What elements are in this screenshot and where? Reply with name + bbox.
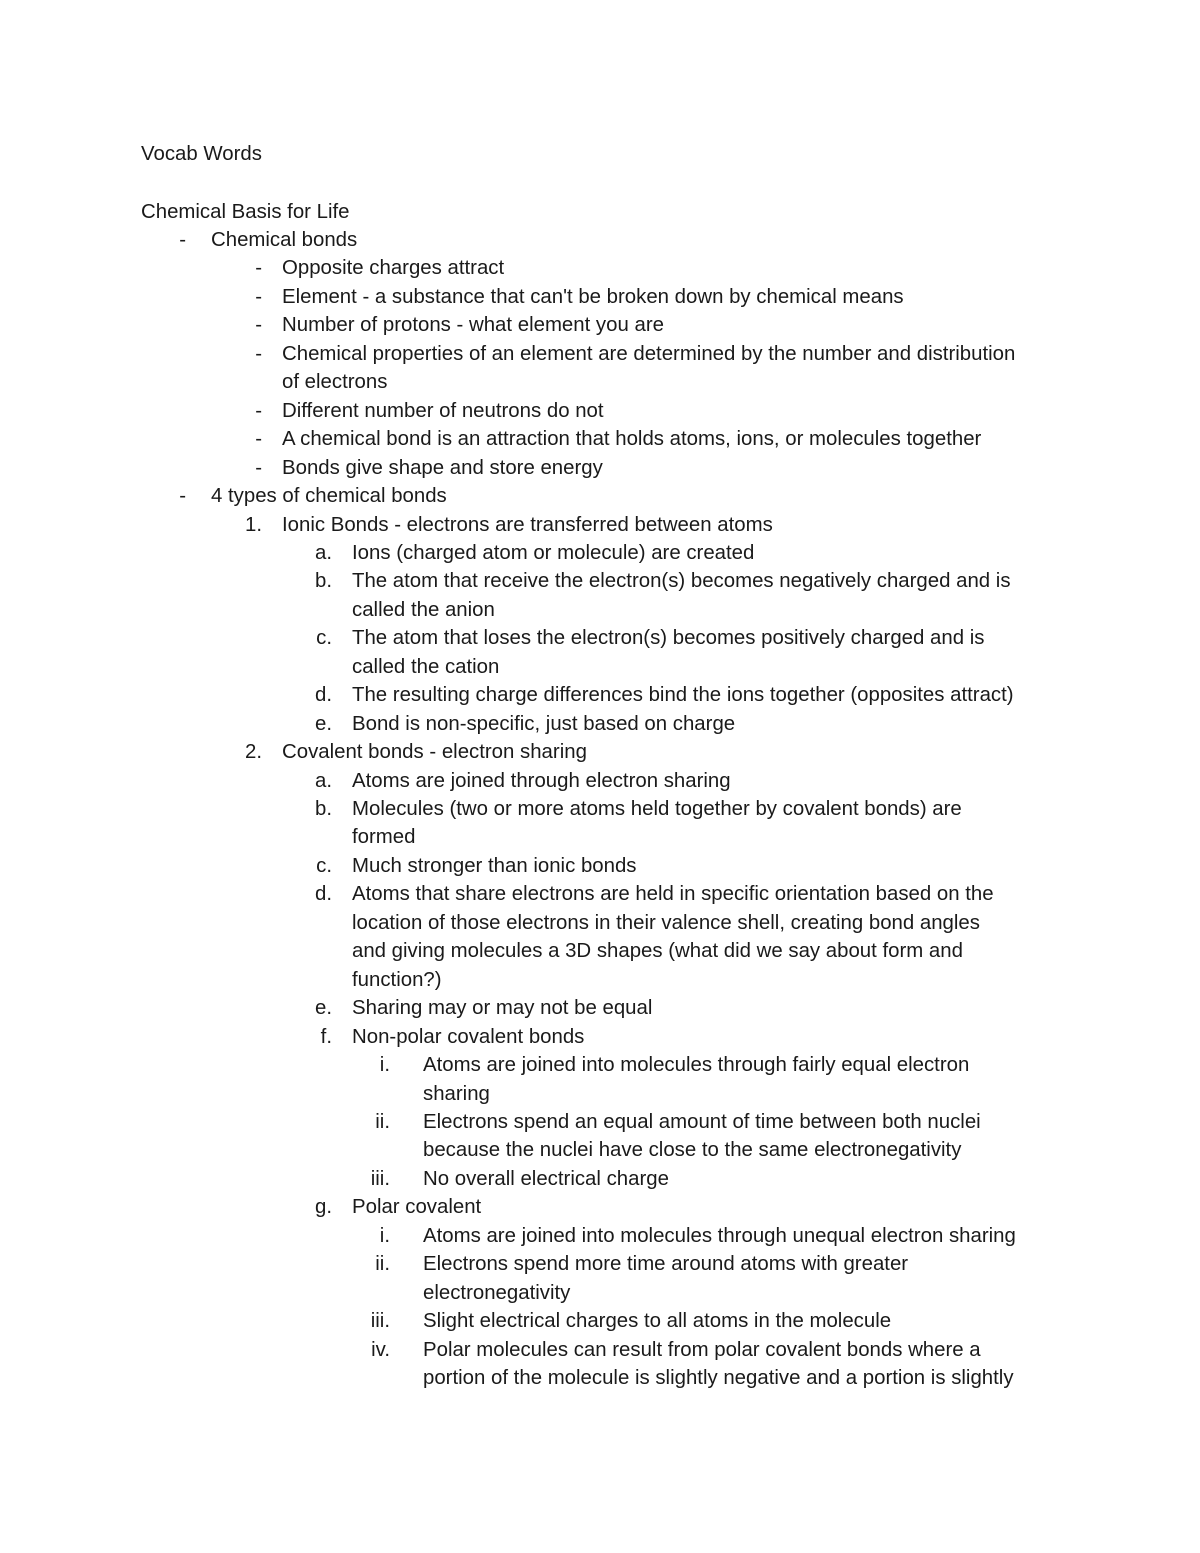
list-marker: i.: [379, 1054, 390, 1076]
list-item-text: The atom that loses the electron(s) becomes positively charged and is: [352, 627, 985, 649]
list-marker: iii.: [370, 1310, 390, 1332]
list-item-text: portion of the molecule is slightly negative and a portion is slightly: [423, 1367, 1014, 1389]
list-marker: e.: [314, 713, 332, 735]
list-item-text: Polar molecules can result from polar covalent bonds where a: [423, 1339, 981, 1361]
list-item-text: Much stronger than ionic bonds: [352, 855, 637, 877]
section-heading-text: Chemical Basis for Life: [141, 201, 350, 223]
list-item-text: Sharing may or may not be equal: [352, 997, 653, 1019]
list-item-text: Atoms are joined into molecules through fairly equal electron: [423, 1054, 970, 1076]
list-marker: -: [255, 314, 262, 336]
list-marker: -: [179, 229, 186, 251]
list-item-text: Chemical bonds: [211, 229, 358, 251]
list-item-text: sharing: [423, 1083, 490, 1105]
list-item-text: Opposite charges attract: [282, 257, 505, 279]
list-marker: iv.: [371, 1339, 390, 1361]
list-marker: -: [255, 457, 262, 479]
list-marker: -: [255, 257, 262, 279]
list-item-text: electronegativity: [423, 1282, 571, 1304]
list-item-text: and giving molecules a 3D shapes (what did we say about form and: [352, 940, 963, 962]
list-marker: f.: [320, 1026, 332, 1048]
list-marker: -: [255, 343, 262, 365]
list-marker: -: [255, 286, 262, 308]
list-marker: i.: [379, 1225, 390, 1247]
list-marker: ii.: [375, 1253, 390, 1275]
list-item-text: Atoms are joined through electron sharing: [352, 770, 731, 792]
list-item-text: Electrons spend an equal amount of time between both nuclei: [423, 1111, 981, 1133]
document-title-text: Vocab Words: [141, 143, 262, 165]
list-marker: g.: [314, 1196, 332, 1218]
list-marker: 1.: [244, 514, 262, 536]
list-item-text: A chemical bond is an attraction that holds atoms, ions, or molecules together: [282, 428, 982, 450]
list-marker: c.: [316, 855, 332, 877]
list-marker: b.: [314, 570, 332, 592]
list-marker: -: [255, 428, 262, 450]
list-item-text: Atoms that share electrons are held in specific orientation based on the: [352, 883, 994, 905]
list-marker: a.: [314, 770, 332, 792]
list-item-text: Different number of neutrons do not: [282, 400, 604, 422]
list-item-text: The atom that receive the electron(s) becomes negatively charged and is: [352, 570, 1011, 592]
list-item-text: function?): [352, 969, 442, 991]
list-marker: iii.: [370, 1168, 390, 1190]
list-item-text: formed: [352, 826, 416, 848]
list-marker: -: [255, 400, 262, 422]
list-marker: ii.: [375, 1111, 390, 1133]
list-marker: 2.: [244, 741, 262, 763]
list-marker: b.: [314, 798, 332, 820]
list-marker: -: [179, 485, 186, 507]
list-item-text: Atoms are joined into molecules through unequal electron sharing: [423, 1225, 1016, 1247]
list-item-text: Covalent bonds - electron sharing: [282, 741, 587, 763]
list-item-text: Number of protons - what element you are: [282, 314, 664, 336]
list-item-text: location of those electrons in their valence shell, creating bond angles: [352, 912, 980, 934]
list-marker: e.: [314, 997, 332, 1019]
list-item-text: Electrons spend more time around atoms with greater: [423, 1253, 909, 1275]
list-item-text: Element - a substance that can't be broken down by chemical means: [282, 286, 904, 308]
list-item-text: Bonds give shape and store energy: [282, 457, 603, 479]
list-item-text: Molecules (two or more atoms held together by covalent bonds) are: [352, 798, 962, 820]
list-item-text: Slight electrical charges to all atoms in the molecule: [423, 1310, 892, 1332]
list-item-text: The resulting charge differences bind the ions together (opposites attract): [352, 684, 1014, 706]
list-marker: d.: [314, 883, 332, 905]
list-item-text: No overall electrical charge: [423, 1168, 669, 1190]
list-item-text: Polar covalent: [352, 1196, 482, 1218]
list-item-text: Ions (charged atom or molecule) are created: [352, 542, 755, 564]
list-marker: d.: [314, 684, 332, 706]
list-marker: a.: [314, 542, 332, 564]
list-item-text: 4 types of chemical bonds: [211, 485, 447, 507]
list-item-text: Chemical properties of an element are determined by the number and distribution: [282, 343, 1016, 365]
list-item-text: Ionic Bonds - electrons are transferred between atoms: [282, 514, 773, 536]
list-item-text: because the nuclei have close to the same electronegativity: [423, 1139, 962, 1161]
list-item-text: called the cation: [352, 656, 500, 678]
list-item-text: called the anion: [352, 599, 495, 621]
list-item-text: Bond is non-specific, just based on charge: [352, 713, 736, 735]
list-item-text: of electrons: [282, 371, 388, 393]
list-marker: c.: [316, 627, 332, 649]
list-item-text: Non-polar covalent bonds: [352, 1026, 585, 1048]
